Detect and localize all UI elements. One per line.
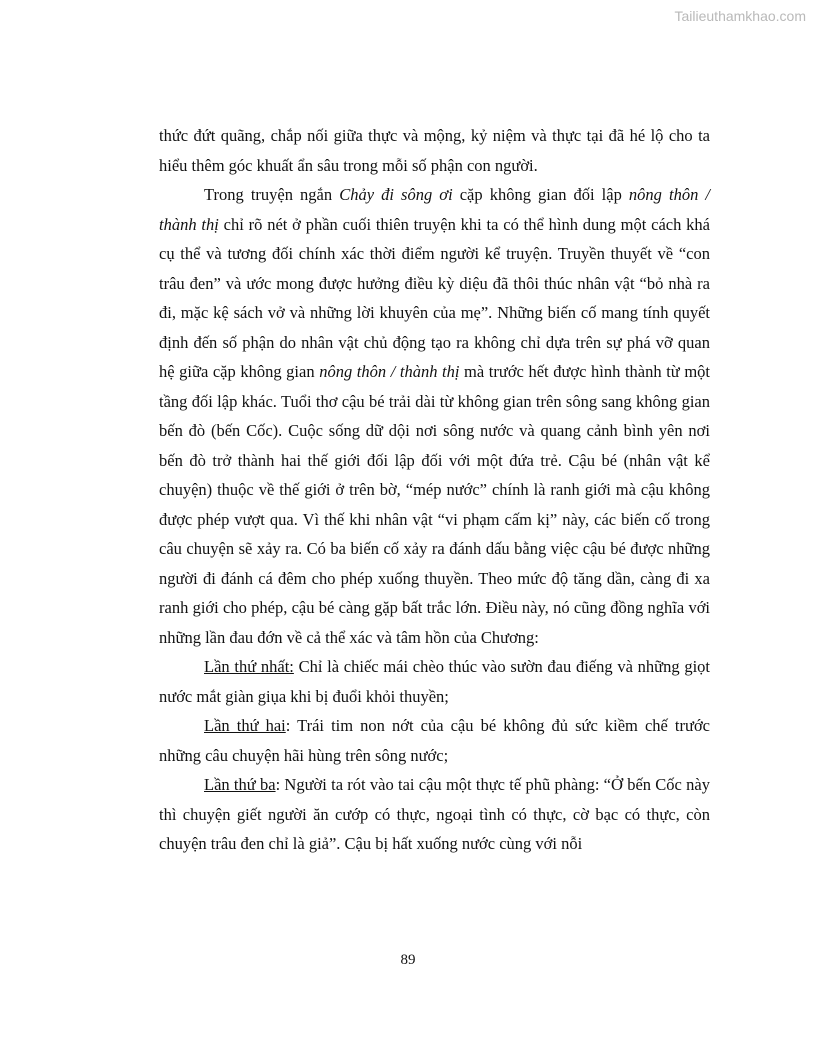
item-label: Lần thứ nhất:: [204, 657, 294, 676]
watermark: Tailieuthamkhao.com: [674, 8, 806, 24]
text-span: Trong truyện ngắn: [204, 185, 340, 204]
text-span: cặp không gian đối lập: [452, 185, 629, 204]
paragraph-second-time: [159, 711, 710, 770]
item-text: Chỉ là chiếc mái chèo thúc vào sườn đau điếng và những giọt nước mắt giàn giụa khi bị đuổi khỏi thuyền;: [159, 657, 710, 706]
italic-title: Chảy đi sông ơi: [339, 185, 453, 204]
text-span: chỉ rõ nét ở phần cuối thiên truyện khi ta có thể hình dung một cách khá cụ thể và tương đối chính xác thời điểm người kể truyện. Truyền thuyết về “con trâu đen” và ước mong được hưởng điều kỳ diệu đã thôi thúc nhân vật “bỏ nhà ra đi, mặc kệ sách vở và những lời khuyên của mẹ”. Những biến cố mang tính quyết định đến số phận do nhân vật chủ động tạo ra không chỉ dựa trên sự phá vỡ quan hệ giữa cặp không gian: [159, 214, 710, 381]
item-label: Lần thứ ba: [204, 775, 276, 794]
italic-term: nông thôn / thành thị: [319, 362, 460, 381]
paragraph-first-time: [159, 652, 710, 711]
item-text: : Người ta rót vào tai cậu một thực tế phũ phàng: “Ở bến Cốc này thì chuyện giết người ăn cướp có thực, ngoại tình có thực, cờ bạc có thực, còn chuyện trâu đen chỉ là giả”. Cậu bị hất xuống nước cùng với nỗi: [159, 775, 710, 853]
paragraph-2: [159, 180, 710, 652]
paragraph-1: thức đứt quãng, chắp nối giữa thực và mộng, kỷ niệm và thực tại đã hé lộ cho ta hiểu thêm góc khuất ẩn sâu trong mỗi số phận con người.: [159, 126, 710, 175]
item-text: : Trái tim non nớt của cậu bé không đủ sức kiềm chế trước những câu chuyện hãi hùng trên sông nước;: [159, 716, 711, 765]
document-body: [159, 121, 710, 859]
page-number: 89: [400, 952, 416, 968]
item-label: Lần thứ hai: [204, 716, 286, 735]
text-span: mà trước hết được hình thành từ một tầng đối lập khác. Tuổi thơ cậu bé trải dài từ không gian trên sông sang không gian bến đò (bến Cốc). Cuộc sống dữ dội nơi sông nước và quang cảnh bình yên nơi bến đò trở thành hai thế giới đối lập đối với một đứa trẻ. Cậu bé (nhân vật kể chuyện) thuộc về thế giới ở trên bờ, “mép nước” chính là ranh giới mà cậu không được phép vượt qua. Vì thế khi nhân vật “vi phạm cấm kị” này, các biến cố trong câu chuyện sẽ xảy ra. Có ba biến cố xảy ra đánh dấu bằng việc cậu bé được những người đi đánh cá đêm cho phép xuống thuyền. Theo mức độ tăng dần, càng đi xa ranh giới cho phép, cậu bé càng gặp bất trắc lớn. Điều này, nó cũng đồng nghĩa với những lần đau đớn về cả thể xác và tâm hồn của Chương:: [159, 362, 710, 647]
italic-term: nông thôn / thành thị: [159, 185, 710, 234]
paragraph-third-time: [159, 770, 710, 859]
